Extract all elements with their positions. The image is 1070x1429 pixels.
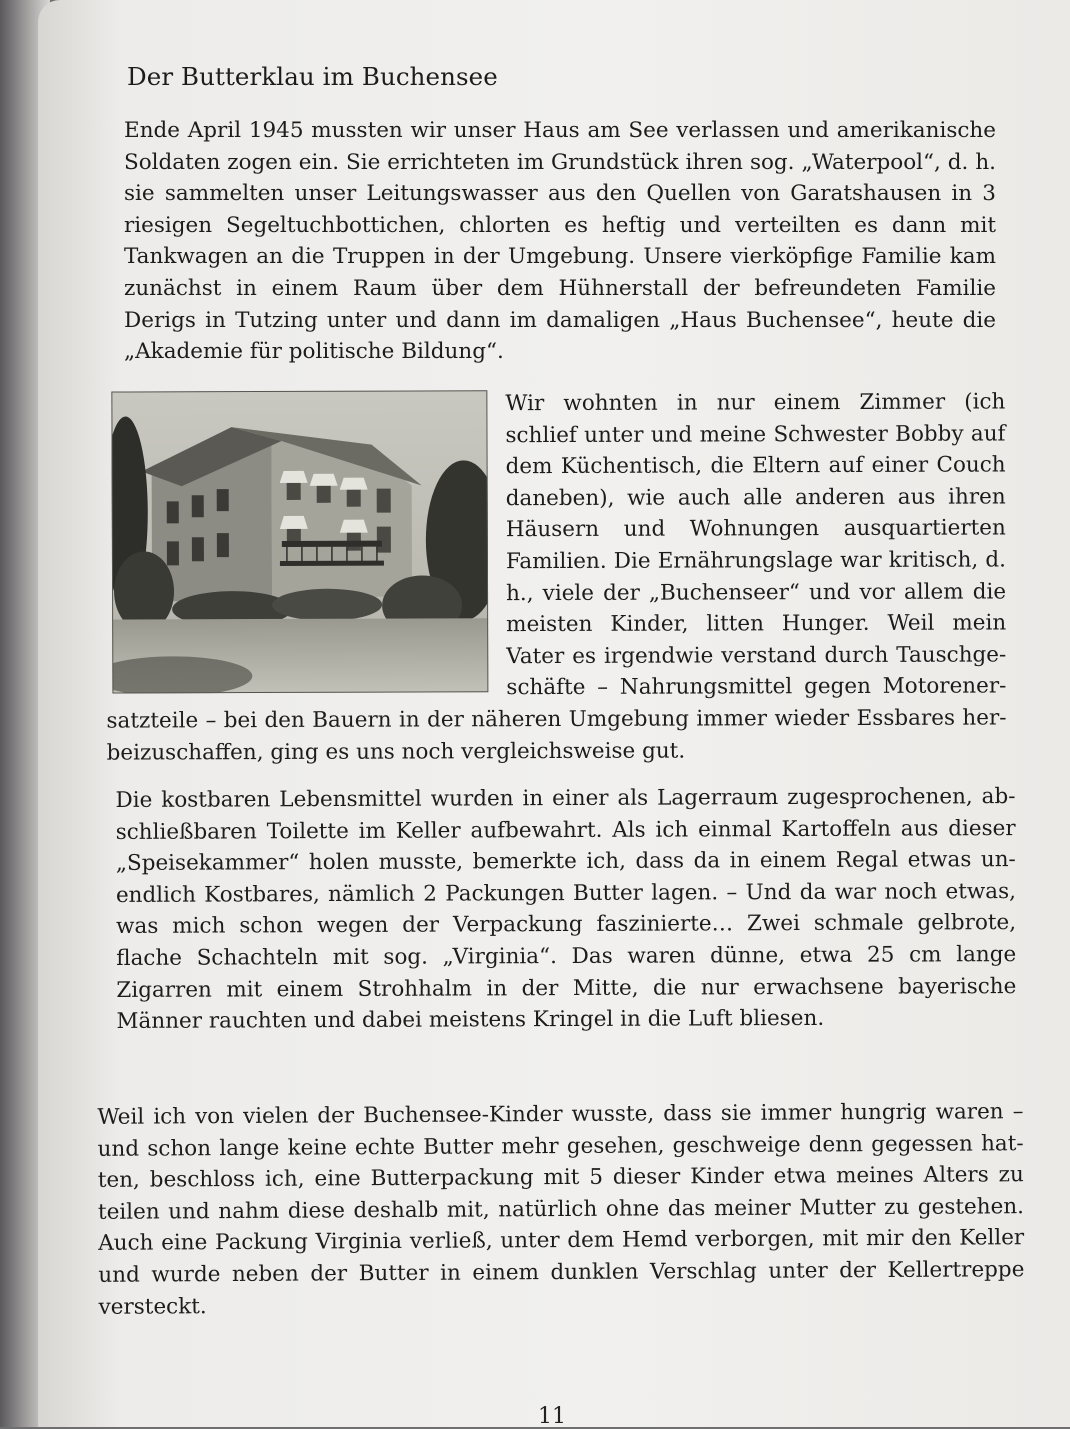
- photo-haus-buchensee: [111, 390, 488, 693]
- paragraph-1: Ende April 1945 mussten wir unser Haus am See verlassen und amerikanische Soldaten zogen ein. Sie errichteten im Grundstück ihren sog. „Waterpool“, d. h. sie sammelten unser Leitungswasser aus den Quellen von Garatshausen in 3 riesigen Segeltuchbottichen, chlorten es heftig und verteilten es dann mit Tankwagen an die Truppen in der Umgebung. Unsere vierköpfige Familie kam zunächst in einem Raum über dem Hühnerstall der befreundeten Familie Derigs in Tutzing unter und dann im damaligen „Haus Buchensee“, heute die „Akademie für politische Bildung“.: [124, 115, 996, 368]
- page-number: 11: [538, 1404, 566, 1429]
- photo-text-block: [105, 386, 1006, 768]
- chapter-heading: Der Butterklau im Buchensee: [127, 62, 498, 91]
- paragraph-3: Die kostbaren Lebensmittel wurden in einer als Lagerraum zugesprochenen, abschließbaren Toilette im Keller aufbewahrt. Als ich einmal Kartoffeln aus dieser „Speisekammer“ holen musste, bemerkte ich, dass da in einem Regal etwas unendlich Kostbares, nämlich 2 Packungen Butter lagen. – Und da war noch etwas, was mich schon wegen der Verpackung faszinierte… Zwei schmale gelbrote, flache Schachteln mit sog. „Virginia“. Das waren dünne, etwa 25 cm lange Zigarren mit einem Strohhalm in der Mitte, die nur erwachsene bayerische Männer rauchten und dabei meistens Kringel in die Luft bliesen.: [115, 781, 1016, 1038]
- villa-photo-illustration: [111, 390, 488, 693]
- paragraph-2: Wir wohnten in nur einem Zimmer (ich schlief unter und meine Schwester Bobby auf dem Küchentisch, die Eltern auf einer Couch daneben), wie auch alle anderen aus ihren Häusern und Wohnungen ausquartierten Familien. Die Ernährungslage war kritisch, d. h., viele der „Buchenseer“ und vor allem die meisten Kinder, litten Hunger. Weil mein Vater es irgendwie verstand durch Tauschgeschäfte – Nahrungsmittel gegen Motorenersatzteile – bei den Bauern in der näheren Umgebung immer wieder Essbares herbeizuschaffen, ging es uns noch vergleichsweise gut.: [106, 389, 1006, 765]
- paragraph-4: Weil ich von vielen der Buchensee-Kinder wusste, dass sie immer hungrig waren – und schon lange keine echte Butter mehr gesehen, geschweige denn gegessen hatten, beschloss ich, eine Butterpackung mit 5 dieser Kinder etwa meines Alters zu teilen und nahm diese deshalb mit, natürlich ohne das meiner Mutter zu gestehen. Auch eine Packung Virginia verließ, unter dem Hemd verborgen, mit mir den Keller und wurde neben der Butter in einem dunklen Verschlag unter der Kellertreppe versteckt.: [97, 1096, 1024, 1323]
